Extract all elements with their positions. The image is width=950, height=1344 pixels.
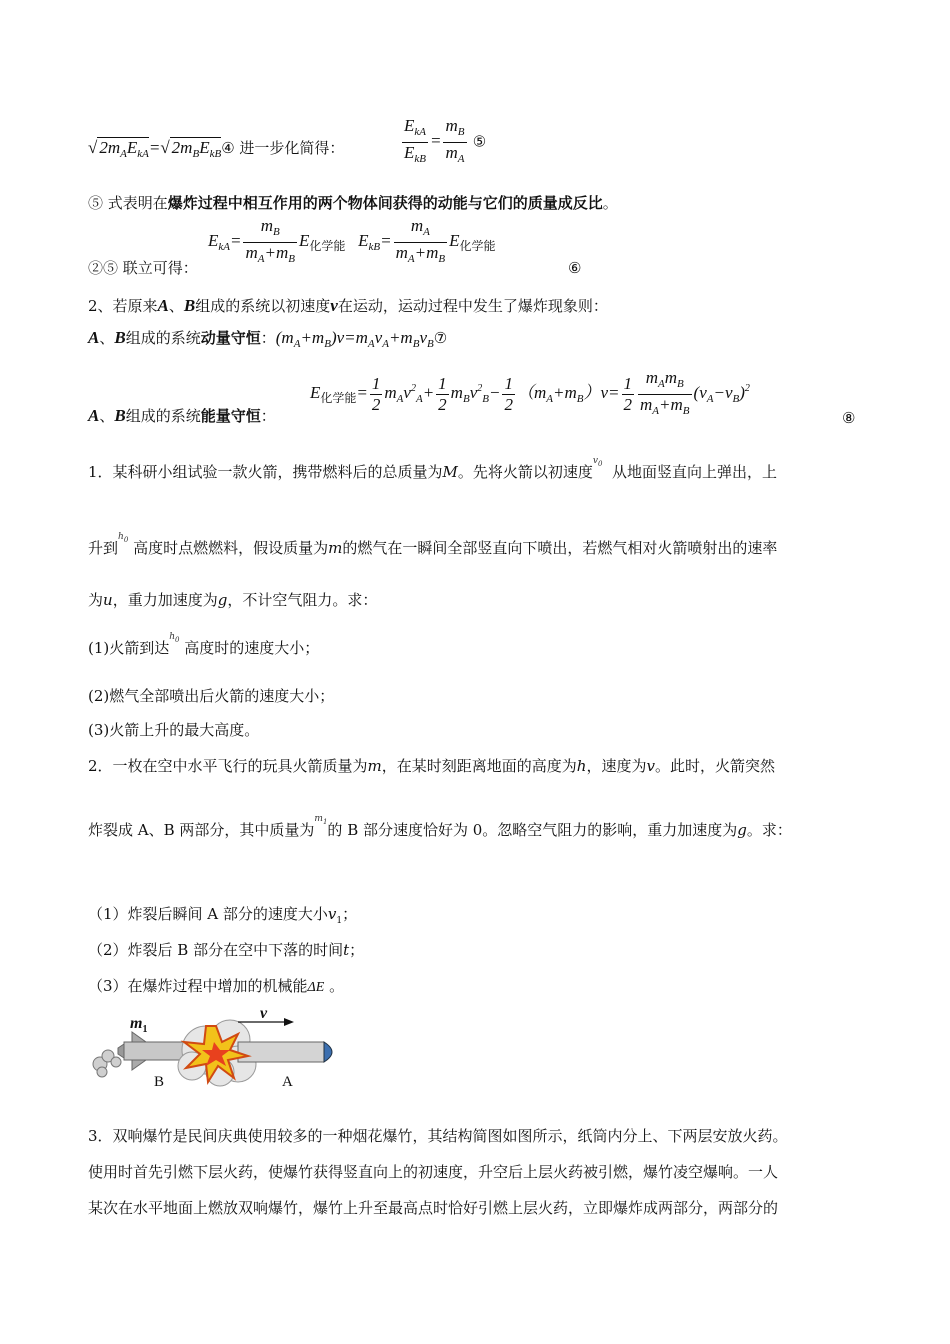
problem3-line3: 某次在水平地面上燃放双响爆竹，爆竹上升至最高点时恰好引燃上层火药，立即爆炸成两部分，两部分的 xyxy=(88,1199,779,1217)
fig-label-m1: $m_1$ xyxy=(130,1015,148,1035)
statement-line: ⑤ 式表明在爆炸过程中相互作用的两个物体间获得的动能与它们的质量成反比。 xyxy=(88,194,618,212)
problem1-q1: (1)火箭到达$^{h_0}$ 高度时的速度大小； xyxy=(88,632,320,657)
rocket-explosion-figure xyxy=(88,1006,348,1092)
statement-bold: 爆炸过程中相互作用的两个物体间获得的动能与它们的质量成反比 xyxy=(167,194,603,212)
eq6-label: ⑥ xyxy=(568,259,582,277)
problem2-line2: 炸裂成 A、B 两部分，其中质量为$^{m_1}$的 B 部分速度恰好为 0。忽略空气阻力的影响，重力加速度为g。求： xyxy=(88,814,792,839)
problem1-q2: (2)燃气全部喷出后火箭的速度大小； xyxy=(88,687,335,705)
fig-label-b: B xyxy=(154,1074,165,1090)
case2-intro: 2、若原来A、B组成的系统以初速度v在运动，运动过程中发生了爆炸现象则： xyxy=(88,296,608,315)
problem2-q2: （2）炸裂后 B 部分在空中下落的时间t； xyxy=(88,941,365,959)
equation-6: $E_{kA}=$ $\frac{m_B}{m_A+m_B}$ $E_{化学能}$ $E_{kB}=$ $\frac{m_A}{m_A+m_B}$ $E_{化学能}$ xyxy=(208,216,496,269)
eq8-label: ⑧ xyxy=(842,409,856,427)
problem3-line1: 3．双响爆竹是民间庆典使用较多的一种烟花爆竹，其结构简图如图所示，纸筒内分上、下两层安放火药。 xyxy=(88,1127,788,1145)
velocity-arrow-icon xyxy=(284,1018,294,1026)
problem1-line2: 升到$^{h_0}$ 高度时点燃燃料，假设质量为m的燃气在一瞬间全部竖直向下喷出，若燃气相对火箭喷射出的速率 xyxy=(88,532,778,557)
rocket-part-a xyxy=(238,1042,332,1062)
exhaust-smoke xyxy=(93,1050,121,1077)
combine-label: ②⑤ 联立可得： xyxy=(88,259,198,277)
equation-8: $E_{化学能}=$ $\frac{1}{2}$ $m_Av^2_A+$ $\frac{1}{2}$ $m_Bv^2_B-$ $\frac{1}{2}$ $(m_A+m_B)v=$ $\frac{1}{2}$ $\frac{m_Am_B}{m_A+m_B}$ $(v_A-v_B)^2$ xyxy=(310,368,750,421)
fig-label-a: A xyxy=(282,1074,293,1090)
energy-label-line: A、B组成的系统能量守恒： xyxy=(88,406,276,425)
problem3-line2: 使用时首先引燃下层火药，使爆竹获得竖直向上的初速度，升空后上层火药被引燃，爆竹凌空爆响。一人 xyxy=(88,1163,779,1181)
problem1-line3: 为u，重力加速度为g，不计空气阻力。求： xyxy=(88,591,378,609)
problem1-line1: 1．某科研小组试验一款火箭，携带燃料后的总质量为M。先将火箭以初速度$^{v_0}$ 从地面竖直向上弹出，上 xyxy=(88,456,778,481)
problem2-line1: 2．一枚在空中水平飞行的玩具火箭质量为m，在某时刻距离地面的高度为h，速度为v。此时，火箭突然 xyxy=(88,757,775,775)
equation-4: √ $2m_AE_{kA}=√$ $2m_BE_{kB}④$ 进一步化简得： xyxy=(88,138,345,160)
problem2-q3: （3）在爆炸过程中增加的机械能ΔE 。 xyxy=(88,977,345,995)
problem1-q3: (3)火箭上升的最大高度。 xyxy=(88,721,260,739)
fig-label-v: v xyxy=(260,1006,268,1022)
eq5-label: ⑤ xyxy=(472,132,487,151)
momentum-line: A、B组成的系统动量守恒：$(m_A+m_B)v=m_Av_A+m_Bv_B⑦$ xyxy=(88,328,448,350)
eq4-label: ④ 进一步化简得： xyxy=(221,139,345,157)
equation-5: $\frac{E_{kA}}{E_{kB}}$ = $\frac{m_B}{m_A}$ ⑤ xyxy=(400,116,486,169)
problem2-q1: （1）炸裂后瞬间 A 部分的速度大小$v_1$； xyxy=(88,905,358,926)
